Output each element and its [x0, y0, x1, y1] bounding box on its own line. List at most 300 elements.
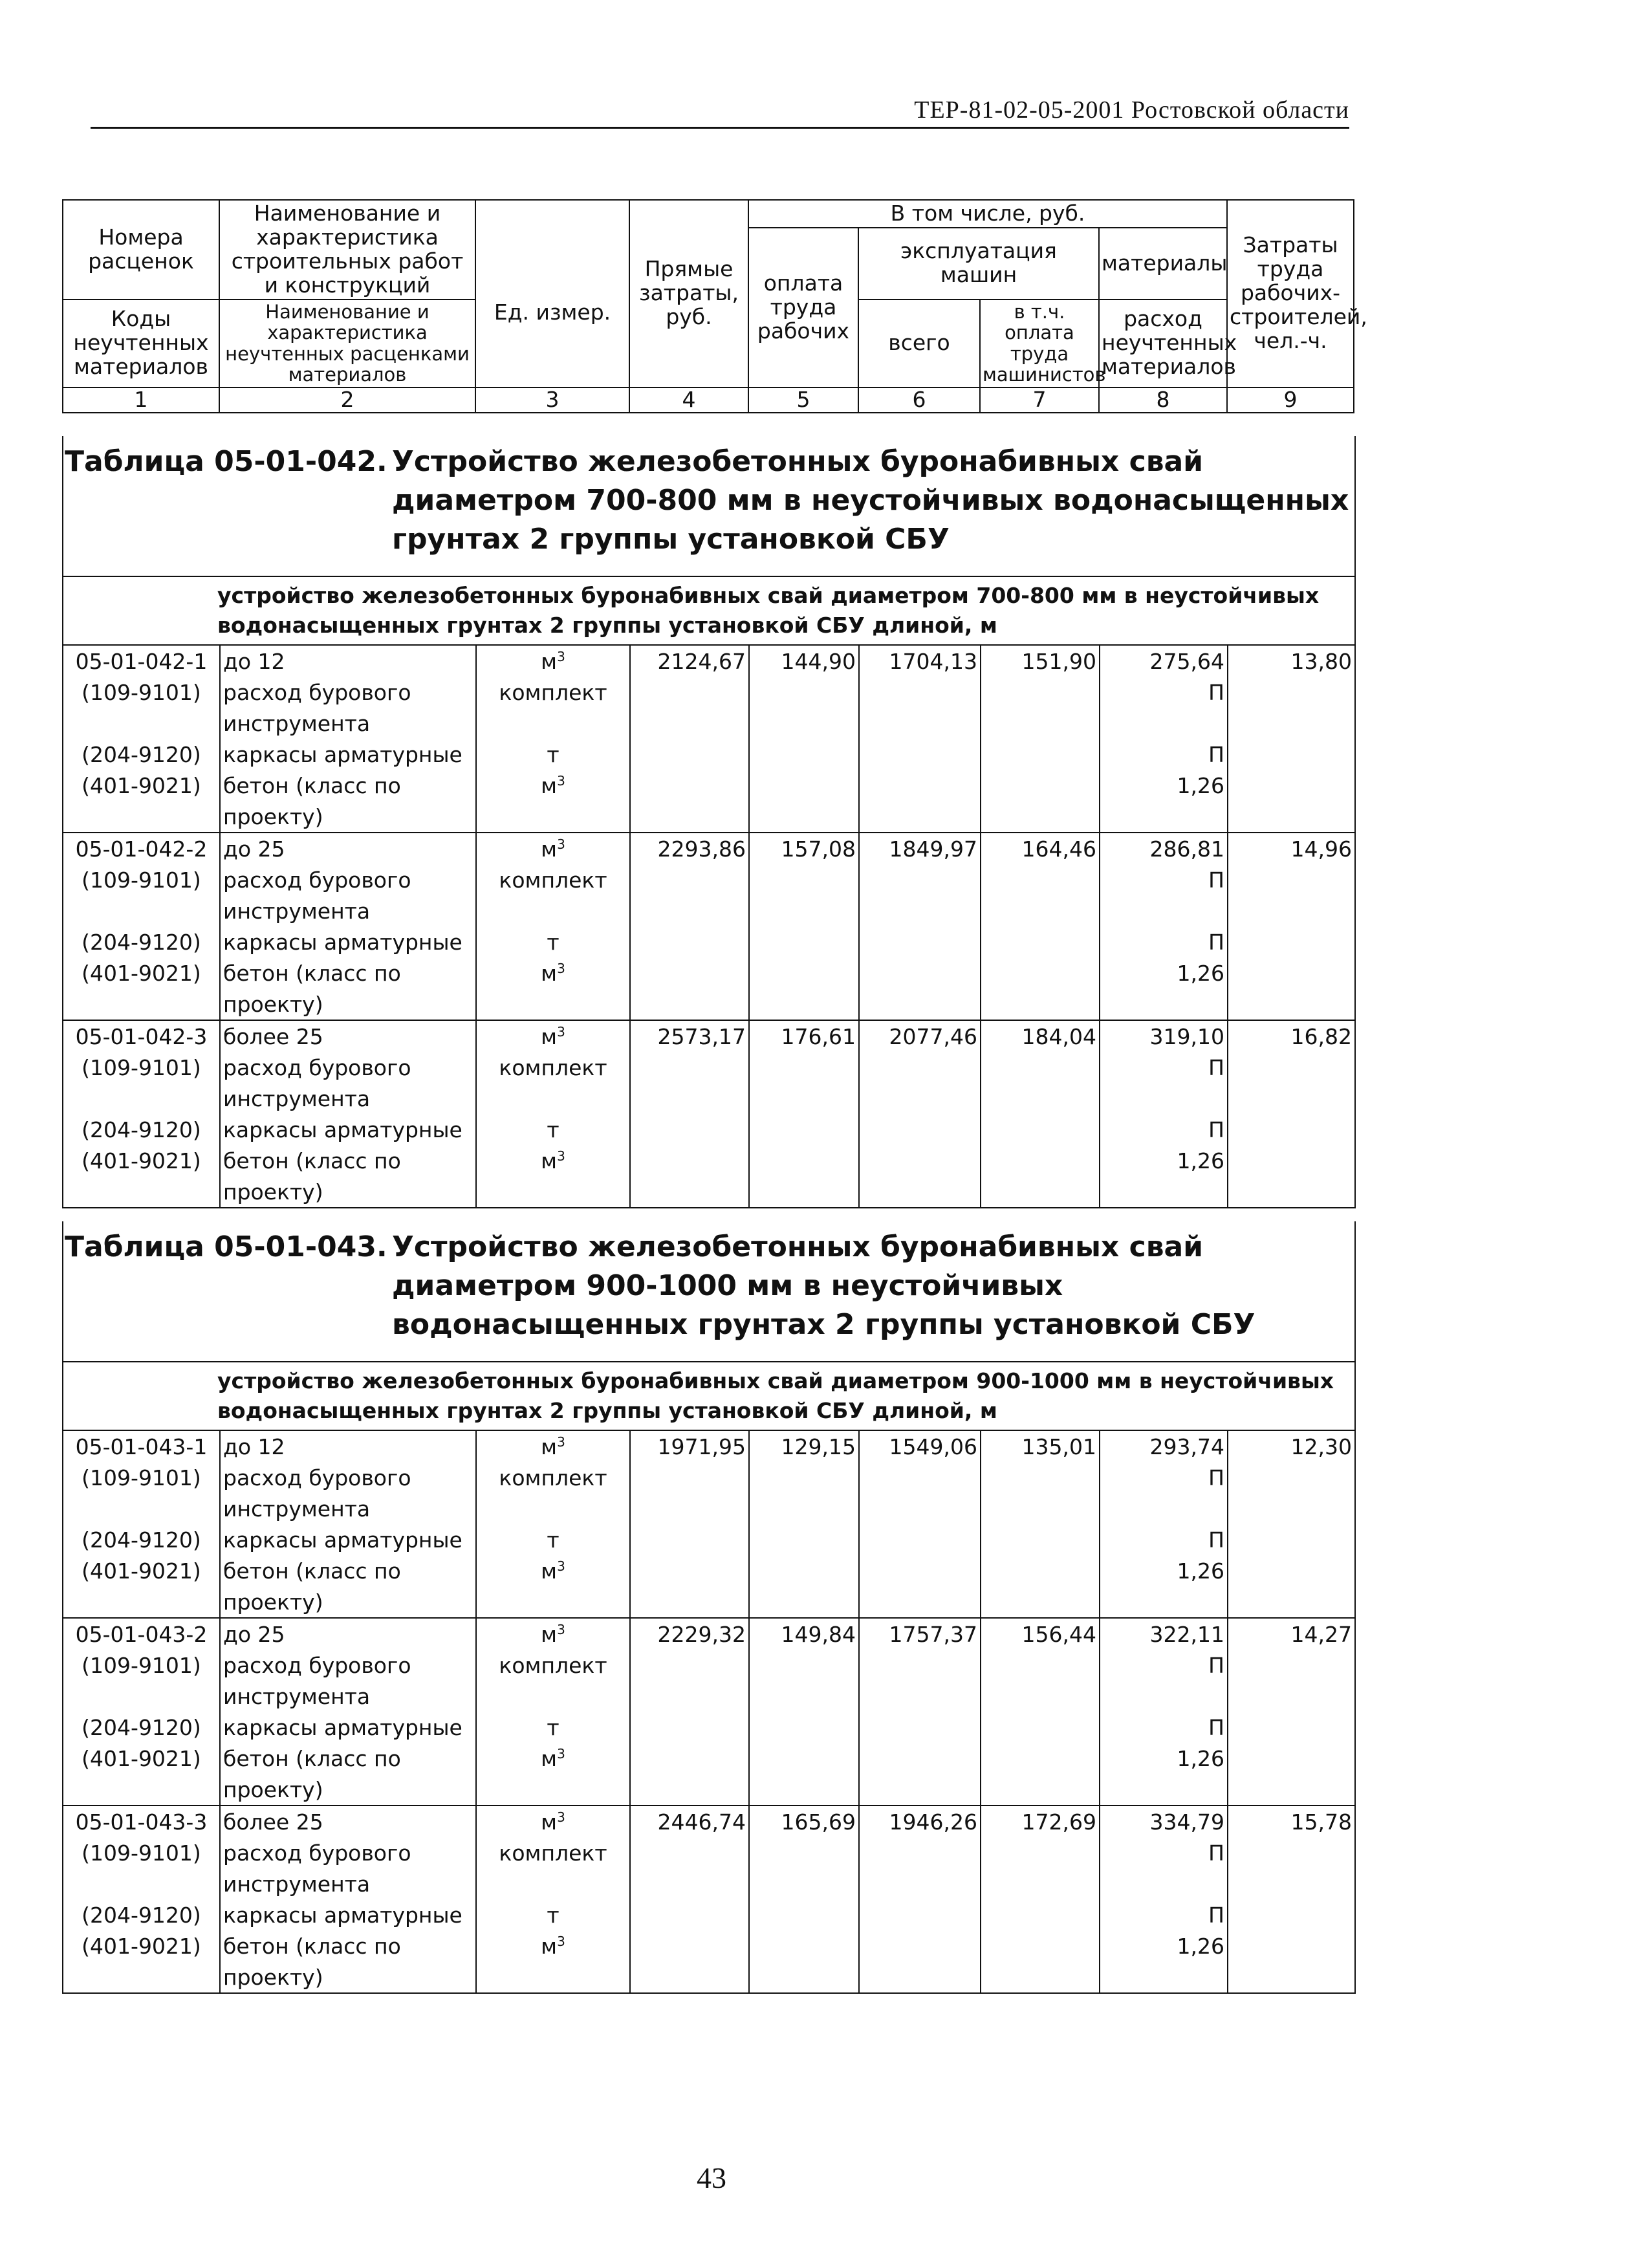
- empty-cell: [859, 1743, 981, 1774]
- worker-pay: [749, 833, 859, 864]
- empty-cell: [1100, 1868, 1228, 1899]
- header-col4: Прямые затраты, руб.: [629, 200, 748, 387]
- machines-total-text: 1757,37: [889, 1621, 977, 1647]
- labor-cost-text: 16,82: [1290, 1023, 1352, 1049]
- material-unit-text: т: [547, 1714, 560, 1740]
- material-unit-text: м: [541, 960, 558, 986]
- material-row-continuation: [63, 1961, 1354, 1992]
- material-name-text: бетон (класс по: [223, 1558, 401, 1584]
- machines-total: [859, 646, 981, 677]
- empty-cell: [981, 895, 1100, 926]
- material-code-text: (204-9120): [82, 1714, 201, 1740]
- empty-cell: [476, 1493, 630, 1524]
- empty-cell: [981, 1930, 1100, 1961]
- empty-cell: [1228, 1837, 1354, 1868]
- material-code-text: (109-9101): [82, 679, 201, 705]
- empty-cell: [1228, 677, 1354, 708]
- rate-name: [220, 1806, 476, 1837]
- rate-unit-text: м: [541, 648, 558, 674]
- rate-unit: [476, 833, 630, 864]
- material-consumption-text: П: [1208, 679, 1224, 705]
- material-consumption: [1100, 864, 1228, 895]
- material-row-continuation: [63, 988, 1354, 1020]
- section-table-05-01-042: [62, 436, 1356, 1208]
- empty-cell: [981, 1493, 1100, 1524]
- empty-cell: [1228, 1868, 1354, 1899]
- empty-cell: [630, 864, 749, 895]
- empty-cell: [749, 1868, 859, 1899]
- material-code-text: (204-9120): [82, 1117, 201, 1142]
- material-row-continuation: [63, 1681, 1354, 1712]
- material-consumption: [1100, 1650, 1228, 1681]
- empty-cell: [1228, 1586, 1354, 1618]
- empty-cell: [1228, 1145, 1354, 1176]
- empty-cell: [859, 926, 981, 957]
- empty-cell: [476, 1961, 630, 1992]
- empty-cell: [1228, 1493, 1354, 1524]
- empty-cell: [981, 1462, 1100, 1493]
- empty-cell: [1228, 1650, 1354, 1681]
- machinist-pay: [981, 1806, 1100, 1837]
- material-code: [63, 1114, 220, 1145]
- page-number: 43: [697, 2161, 726, 2194]
- material-unit-text: комплект: [499, 1652, 607, 1678]
- table-number: Таблица 05-01-043.: [65, 1230, 387, 1263]
- empty-cell: [1228, 801, 1354, 833]
- labor-cost: [1228, 1431, 1354, 1462]
- material-code: [63, 677, 220, 708]
- empty-cell: [749, 988, 859, 1020]
- material-consumption: [1100, 1837, 1228, 1868]
- material-row: [63, 864, 1354, 895]
- empty-cell: [630, 1114, 749, 1145]
- rate-name: [220, 1618, 476, 1650]
- empty-cell: [981, 864, 1100, 895]
- rate-name-text: более 25: [223, 1023, 323, 1049]
- material-unit-text: т: [547, 1902, 560, 1928]
- machinist-pay: [981, 833, 1100, 864]
- material-consumption: [1100, 1743, 1228, 1774]
- empty-cell: [981, 957, 1100, 988]
- material-unit: [476, 957, 630, 988]
- empty-cell: [981, 1681, 1100, 1712]
- superscript: 3: [557, 836, 565, 852]
- empty-cell: [859, 988, 981, 1020]
- material-unit-text: т: [547, 929, 560, 955]
- header-col1-bottom: Коды неучтенных материалов: [63, 300, 219, 387]
- material-row-continuation: [63, 895, 1354, 926]
- material-name-cont-text: проекту): [223, 803, 323, 829]
- materials-cost: [1100, 833, 1228, 864]
- material-name: [220, 739, 476, 770]
- material-code-text: (401-9021): [82, 1558, 201, 1584]
- machines-total-text: 2077,46: [889, 1023, 977, 1049]
- rate-code-text: 05-01-043-2: [75, 1621, 208, 1647]
- material-unit: [476, 864, 630, 895]
- empty-cell: [981, 739, 1100, 770]
- worker-pay-text: 176,61: [781, 1023, 856, 1049]
- material-name-cont-text: инструмента: [223, 1496, 371, 1522]
- material-code: [63, 926, 220, 957]
- material-unit-text: т: [547, 1117, 560, 1142]
- worker-pay: [749, 1020, 859, 1052]
- material-consumption: [1100, 677, 1228, 708]
- empty-cell: [859, 1650, 981, 1681]
- empty-cell: [476, 708, 630, 739]
- rates-table: [63, 646, 1354, 1207]
- rate-unit: [476, 1618, 630, 1650]
- empty-cell: [981, 1743, 1100, 1774]
- material-row: [63, 677, 1354, 708]
- empty-cell: [476, 988, 630, 1020]
- direct-cost-text: 1971,95: [657, 1434, 746, 1459]
- empty-cell: [859, 739, 981, 770]
- empty-cell: [630, 1868, 749, 1899]
- empty-cell: [749, 1650, 859, 1681]
- empty-cell: [749, 895, 859, 926]
- material-unit: [476, 677, 630, 708]
- empty-cell: [981, 770, 1100, 801]
- column-number: 4: [629, 387, 748, 413]
- material-name-text: каркасы арматурные: [223, 929, 462, 955]
- material-name: [220, 1899, 476, 1930]
- direct-cost: [630, 1431, 749, 1462]
- worker-pay: [749, 646, 859, 677]
- material-name: [220, 957, 476, 988]
- empty-cell: [749, 1961, 859, 1992]
- empty-cell: [1228, 1961, 1354, 1992]
- empty-cell: [1228, 988, 1354, 1020]
- material-row: [63, 739, 1354, 770]
- rate-code-text: 05-01-042-2: [75, 836, 208, 862]
- material-name-text: каркасы арматурные: [223, 741, 462, 767]
- section-subtitle: устройство железобетонных буронабивных свай диаметром 900-1000 мм в неустойчивых водонасыщенных грунтах 2 группы установкой СБУ длиной, м: [63, 1362, 1354, 1431]
- rates-table: [63, 1431, 1354, 1992]
- material-unit-text: т: [547, 1527, 560, 1553]
- material-consumption: [1100, 926, 1228, 957]
- empty-cell: [859, 1774, 981, 1806]
- material-code-text: (204-9120): [82, 1527, 201, 1553]
- material-consumption-text: 1,26: [1177, 1745, 1224, 1771]
- material-name-cont-text: инструмента: [223, 1683, 371, 1709]
- empty-cell: [63, 801, 220, 833]
- empty-cell: [630, 1052, 749, 1083]
- empty-cell: [859, 1114, 981, 1145]
- column-number: 9: [1227, 387, 1354, 413]
- material-row: [63, 1462, 1354, 1493]
- superscript: 3: [557, 960, 565, 976]
- empty-cell: [1228, 864, 1354, 895]
- empty-cell: [1228, 895, 1354, 926]
- material-code: [63, 1837, 220, 1868]
- superscript: 3: [557, 1745, 565, 1762]
- material-consumption: [1100, 1555, 1228, 1586]
- empty-cell: [63, 988, 220, 1020]
- material-name-cont: [220, 1961, 476, 1992]
- labor-cost-text: 15,78: [1290, 1809, 1352, 1835]
- machinist-pay-text: 156,44: [1021, 1621, 1096, 1647]
- empty-cell: [981, 988, 1100, 1020]
- worker-pay: [749, 1618, 859, 1650]
- material-name: [220, 1712, 476, 1743]
- empty-cell: [981, 1524, 1100, 1555]
- material-unit: [476, 1837, 630, 1868]
- material-unit: [476, 1524, 630, 1555]
- materials-cost: [1100, 1431, 1228, 1462]
- material-name-cont: [220, 1083, 476, 1114]
- empty-cell: [630, 1462, 749, 1493]
- rate-unit: [476, 1431, 630, 1462]
- empty-cell: [630, 770, 749, 801]
- material-consumption: [1100, 1712, 1228, 1743]
- material-unit: [476, 1650, 630, 1681]
- header-machines: эксплуатация машин: [858, 228, 1099, 300]
- empty-cell: [1100, 1493, 1228, 1524]
- empty-cell: [630, 988, 749, 1020]
- empty-cell: [63, 1586, 220, 1618]
- empty-cell: [63, 1176, 220, 1207]
- material-name: [220, 770, 476, 801]
- material-name: [220, 1650, 476, 1681]
- material-consumption-text: П: [1208, 929, 1224, 955]
- rate-code-text: 05-01-042-3: [75, 1023, 208, 1049]
- rate-unit: [476, 1806, 630, 1837]
- empty-cell: [1228, 770, 1354, 801]
- machines-total: [859, 1020, 981, 1052]
- empty-cell: [630, 1145, 749, 1176]
- empty-cell: [1228, 1712, 1354, 1743]
- superscript: 3: [557, 1933, 565, 1949]
- header-col5: оплата труда рабочих: [748, 228, 858, 387]
- material-code-text: (109-9101): [82, 1652, 201, 1678]
- material-consumption-text: 1,26: [1177, 1558, 1224, 1584]
- machinist-pay: [981, 1431, 1100, 1462]
- empty-cell: [1228, 1114, 1354, 1145]
- header-col8: расход неучтенных материалов: [1099, 300, 1227, 387]
- material-row: [63, 1712, 1354, 1743]
- materials-cost: [1100, 1020, 1228, 1052]
- empty-cell: [859, 1899, 981, 1930]
- material-row-continuation: [63, 801, 1354, 833]
- empty-cell: [981, 1961, 1100, 1992]
- rate-row: [63, 1806, 1354, 1837]
- empty-cell: [476, 1586, 630, 1618]
- empty-cell: [630, 1586, 749, 1618]
- table-title: Устройство железобетонных буронабивных свай диаметром 900-1000 мм в неустойчивых водонасыщенных грунтах 2 группы установкой СБУ: [392, 1230, 1255, 1341]
- rate-unit-text: м: [541, 1809, 558, 1835]
- rate-code: [63, 1618, 220, 1650]
- material-name-cont-text: проекту): [223, 1776, 323, 1802]
- superscript: 3: [557, 1148, 565, 1164]
- section-subtitle: устройство железобетонных буронабивных свай диаметром 700-800 мм в неустойчивых водонасыщенных грунтах 2 группы установкой СБУ длиной, м: [63, 577, 1354, 646]
- empty-cell: [749, 1930, 859, 1961]
- material-code: [63, 1650, 220, 1681]
- empty-cell: [981, 1114, 1100, 1145]
- material-row: [63, 1743, 1354, 1774]
- header-materials: материалы: [1099, 228, 1227, 300]
- material-code: [63, 770, 220, 801]
- empty-cell: [859, 1837, 981, 1868]
- material-name: [220, 1052, 476, 1083]
- material-name-text: расход бурового: [223, 1465, 411, 1490]
- empty-cell: [749, 1052, 859, 1083]
- material-unit-text: комплект: [499, 1465, 607, 1490]
- empty-cell: [749, 1743, 859, 1774]
- direct-cost-text: 2446,74: [657, 1809, 746, 1835]
- empty-cell: [476, 895, 630, 926]
- empty-cell: [1228, 957, 1354, 988]
- material-unit: [476, 926, 630, 957]
- rate-code-text: 05-01-043-1: [75, 1434, 208, 1459]
- machines-total-text: 1849,97: [889, 836, 977, 862]
- superscript: 3: [557, 772, 565, 789]
- material-code-text: (401-9021): [82, 772, 201, 798]
- empty-cell: [630, 895, 749, 926]
- empty-cell: [1100, 988, 1228, 1020]
- empty-cell: [749, 1712, 859, 1743]
- empty-cell: [859, 801, 981, 833]
- machines-total-text: 1549,06: [889, 1434, 977, 1459]
- empty-cell: [1100, 1176, 1228, 1207]
- header-group: В том числе, руб.: [748, 200, 1227, 228]
- labor-cost-text: 13,80: [1290, 648, 1352, 674]
- empty-cell: [63, 1083, 220, 1114]
- material-consumption: [1100, 1114, 1228, 1145]
- worker-pay-text: 149,84: [781, 1621, 856, 1647]
- material-name-text: каркасы арматурные: [223, 1714, 462, 1740]
- superscript: 3: [557, 1023, 565, 1040]
- empty-cell: [981, 801, 1100, 833]
- material-unit: [476, 770, 630, 801]
- empty-cell: [1100, 1586, 1228, 1618]
- material-consumption: [1100, 739, 1228, 770]
- rate-code: [63, 1806, 220, 1837]
- column-number: 1: [63, 387, 219, 413]
- table-title: Устройство железобетонных буронабивных свай диаметром 700-800 мм в неустойчивых водонасыщенных грунтах 2 группы установкой СБУ: [392, 445, 1349, 556]
- machinist-pay: [981, 1020, 1100, 1052]
- material-code-text: (401-9021): [82, 960, 201, 986]
- empty-cell: [981, 1586, 1100, 1618]
- material-name-cont: [220, 1493, 476, 1524]
- direct-cost-text: 2293,86: [657, 836, 746, 862]
- empty-cell: [749, 1145, 859, 1176]
- material-name-cont-text: проекту): [223, 991, 323, 1017]
- labor-cost: [1228, 1806, 1354, 1837]
- material-unit: [476, 1052, 630, 1083]
- empty-cell: [63, 1868, 220, 1899]
- empty-cell: [859, 677, 981, 708]
- empty-cell: [476, 1868, 630, 1899]
- empty-cell: [749, 1899, 859, 1930]
- empty-cell: [749, 926, 859, 957]
- machines-total: [859, 1618, 981, 1650]
- empty-cell: [1228, 1681, 1354, 1712]
- empty-cell: [749, 1083, 859, 1114]
- rate-unit: [476, 1020, 630, 1052]
- labor-cost: [1228, 646, 1354, 677]
- worker-pay: [749, 1431, 859, 1462]
- empty-cell: [749, 1176, 859, 1207]
- empty-cell: [630, 1899, 749, 1930]
- empty-cell: [630, 1930, 749, 1961]
- empty-cell: [1100, 1681, 1228, 1712]
- empty-cell: [749, 1774, 859, 1806]
- material-name-text: бетон (класс по: [223, 1745, 401, 1771]
- empty-cell: [859, 1930, 981, 1961]
- material-code: [63, 1052, 220, 1083]
- material-row-continuation: [63, 1774, 1354, 1806]
- superscript: 3: [557, 1809, 565, 1825]
- rate-code: [63, 1020, 220, 1052]
- material-unit-text: м: [541, 1745, 558, 1771]
- empty-cell: [630, 957, 749, 988]
- materials-cost: [1100, 1618, 1228, 1650]
- empty-cell: [1228, 1052, 1354, 1083]
- material-name-text: каркасы арматурные: [223, 1902, 462, 1928]
- material-row-continuation: [63, 1868, 1354, 1899]
- worker-pay-text: 165,69: [781, 1809, 856, 1835]
- material-name-cont: [220, 1681, 476, 1712]
- material-code-text: (204-9120): [82, 1902, 201, 1928]
- direct-cost: [630, 1020, 749, 1052]
- material-consumption-text: 1,26: [1177, 960, 1224, 986]
- column-number: 5: [748, 387, 858, 413]
- column-header-table: [62, 199, 1367, 413]
- section-title: [63, 436, 1354, 577]
- material-code-text: (204-9120): [82, 741, 201, 767]
- rate-row: [63, 1020, 1354, 1052]
- material-row-continuation: [63, 1176, 1354, 1207]
- material-consumption-text: П: [1208, 1117, 1224, 1142]
- rate-name-text: более 25: [223, 1809, 323, 1835]
- empty-cell: [981, 1052, 1100, 1083]
- material-name-cont: [220, 801, 476, 833]
- machines-total-text: 1704,13: [889, 648, 977, 674]
- material-unit-text: комплект: [499, 1054, 607, 1080]
- material-name-cont: [220, 708, 476, 739]
- empty-cell: [1228, 1176, 1354, 1207]
- machines-total: [859, 1806, 981, 1837]
- materials-cost-text: 322,11: [1149, 1621, 1224, 1647]
- empty-cell: [630, 739, 749, 770]
- material-unit-text: комплект: [499, 679, 607, 705]
- section-table-05-01-043: [62, 1221, 1356, 1994]
- column-number: 3: [475, 387, 629, 413]
- header-col7: в т.ч. оплата труда машинистов: [980, 300, 1099, 387]
- material-name-cont-text: проекту): [223, 1964, 323, 1990]
- material-code: [63, 1524, 220, 1555]
- material-name-text: бетон (класс по: [223, 772, 401, 798]
- materials-cost: [1100, 646, 1228, 677]
- material-row: [63, 1145, 1354, 1176]
- material-name-text: бетон (класс по: [223, 960, 401, 986]
- machines-total: [859, 833, 981, 864]
- material-row: [63, 1899, 1354, 1930]
- empty-cell: [749, 708, 859, 739]
- material-unit: [476, 1555, 630, 1586]
- material-consumption-text: 1,26: [1177, 772, 1224, 798]
- rate-name: [220, 1020, 476, 1052]
- material-code-text: (109-9101): [82, 1054, 201, 1080]
- empty-cell: [1100, 895, 1228, 926]
- material-name: [220, 1555, 476, 1586]
- header-col9: Затраты труда рабочих-строителей, чел.-ч.: [1227, 200, 1354, 387]
- empty-cell: [859, 1868, 981, 1899]
- empty-cell: [859, 1555, 981, 1586]
- material-name-text: бетон (класс по: [223, 1148, 401, 1173]
- empty-cell: [859, 895, 981, 926]
- material-name-cont-text: проекту): [223, 1589, 323, 1615]
